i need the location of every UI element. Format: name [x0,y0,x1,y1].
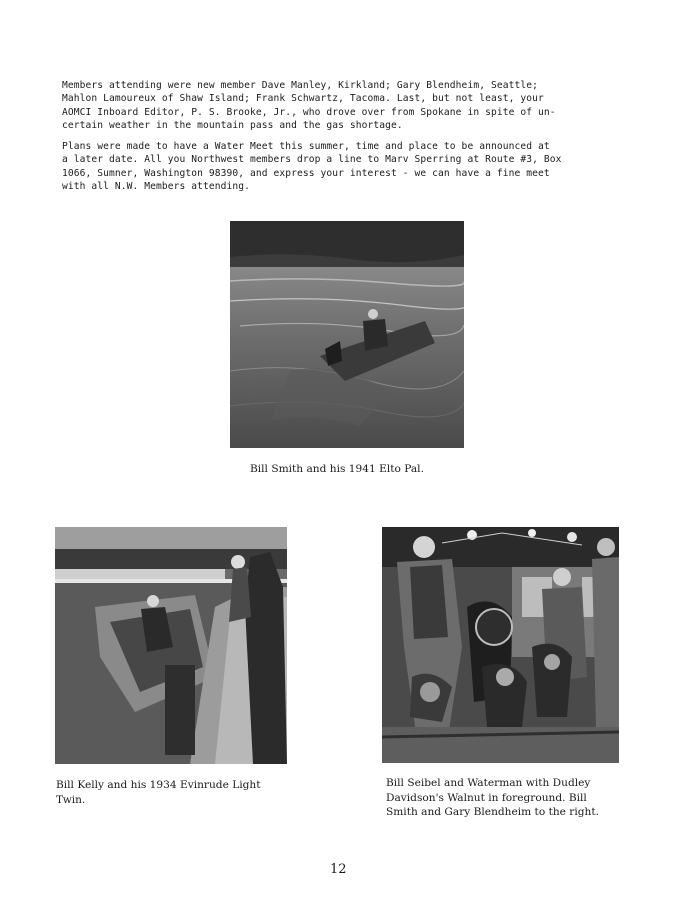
caption-bottom-right-photo [386,776,599,820]
text-line: AOMCI Inboard Editor, P. S. Brooke, Jr., who drove over from Spokane in spite of un- [62,106,556,118]
text-line: Mahlon Lamoureux of Shaw Island; Frank Schwartz, Tacoma. Last, but not least, your [62,93,544,105]
text-line: Members attending were new member Dave Manley, Kirkland; Gary Blendheim, Seattle; [62,80,538,91]
text-line: Plans were made to have a Water Meet this summer, time and place to be announced at [62,141,550,152]
caption-line: Twin. [56,793,86,806]
text-line: 1066, Sumner, Washington 98390, and express your interest - we can have a fine meet [62,167,550,179]
caption-line: Smith and Gary Blendheim to the right. [386,806,599,818]
paragraph-members-attending [62,79,637,133]
photo-bill-smith-elto-pal [230,221,464,448]
photo-bill-kelly-evinrude [55,527,287,764]
caption-line: Davidson's Walnut in foreground. Bill [386,791,587,804]
page-number: 12 [330,862,347,877]
text-line: certain weather in the mountain pass and the gas shortage. [62,120,403,132]
caption-line: Bill Seibel and Waterman with Dudley [386,777,591,789]
paragraph-water-meet-plans [62,140,637,194]
text-line: with all N.W. Members attending. [62,181,251,193]
photo-bill-seibel-waterman [382,527,619,763]
caption-line: Bill Smith and his 1941 Elto Pal. [250,463,424,475]
caption-top-photo [250,462,424,477]
text-line: a later date. All you Northwest members drop a line to Marv Sperring at Route #3, Box [62,154,562,166]
caption-line: Bill Kelly and his 1934 Evinrude Light [56,779,261,791]
caption-bottom-left-photo [56,778,261,807]
